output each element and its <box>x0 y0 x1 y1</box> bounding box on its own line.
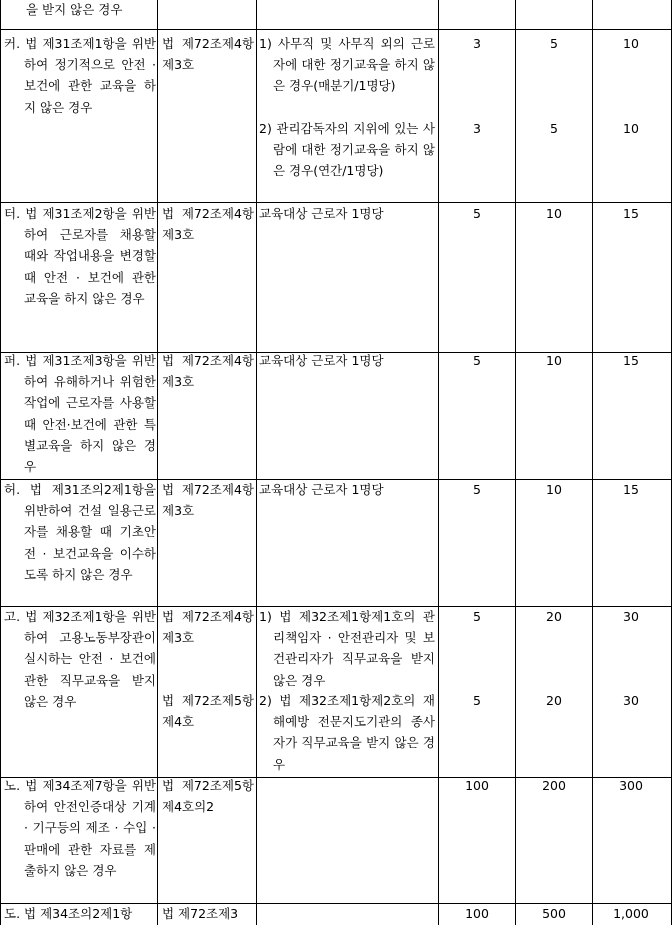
legal-basis: 법 제72조제4항제3호 <box>162 206 254 243</box>
violation-detail: 1) 법 제32조제1항제1호의 관리책임자 · 안전관리자 및 보건관리자가 직무교육을 받지 않은 경우 <box>259 609 435 688</box>
legal-basis: 법 제72조제4항제3호 <box>162 353 254 390</box>
legal-basis: 법 제72조제4항제3호 <box>162 36 254 73</box>
fine-third: 15 <box>623 482 639 497</box>
violation-detail: 교육대상 근로자 1명당 <box>259 353 384 368</box>
row-divider <box>0 29 672 30</box>
fine-first: 5 <box>473 693 481 708</box>
grid-line <box>256 0 257 925</box>
violation-detail: 2) 관리감독자의 지위에 있는 사람에 대한 정기교육을 하지 않은 경우(연간/1명당) <box>259 121 435 179</box>
legal-basis: 법 제72조제5항제4호 <box>162 693 254 730</box>
fine-first: 100 <box>465 778 489 793</box>
legal-basis: 법 제72조제4항제3호 <box>162 609 254 646</box>
legal-basis: 법 제72조제3 <box>162 906 239 921</box>
fine-first: 5 <box>473 609 481 624</box>
fine-first: 5 <box>473 353 481 368</box>
violation-detail: 2) 법 제32조제1항제2호의 재해예방 전문지도기관의 종사자가 직무교육을 받지 않은 경우 <box>259 693 435 772</box>
fine-second: 10 <box>546 353 562 368</box>
fine-third: 300 <box>619 778 643 793</box>
fine-second: 5 <box>550 121 558 136</box>
violation-item: 을 받지 않은 경우 <box>26 2 123 17</box>
fine-second: 10 <box>546 482 562 497</box>
fine-first: 3 <box>473 121 481 136</box>
grid-line <box>438 0 439 925</box>
grid-line <box>157 0 158 925</box>
violation-detail: 교육대상 근로자 1명당 <box>259 482 384 497</box>
fine-second: 20 <box>546 609 562 624</box>
fine-first: 3 <box>473 36 481 51</box>
fine-second: 200 <box>542 778 566 793</box>
fine-third: 10 <box>623 36 639 51</box>
violation-detail: 교육대상 근로자 1명당 <box>259 206 384 221</box>
grid-line <box>592 0 593 925</box>
violation-item: 커. 법 제31조제1항을 위반하여 정기적으로 안전 · 보건에 관한 교육을 하지 않은 경우 <box>4 36 156 115</box>
fine-third: 30 <box>623 693 639 708</box>
fine-second: 20 <box>546 693 562 708</box>
violation-detail: 1) 사무직 및 사무직 외의 근로자에 대한 정기교육을 하지 않은 경우(매분기/1명당) <box>259 36 435 94</box>
violation-item: 허. 법 제31조의2제1항을 위반하여 건설 일용근로자를 채용할 때 기초안전 · 보건교육을 이수하도록 하지 않은 경우 <box>4 482 156 582</box>
fine-third: 15 <box>623 206 639 221</box>
violation-item: 고. 법 제32조제1항을 위반하여 고용노동부장관이 실시하는 안전 · 보건에 관한 직무교육을 받지 않은 경우 <box>4 609 156 709</box>
fine-third: 10 <box>623 121 639 136</box>
violation-item: 터. 법 제31조제2항을 위반하여 근로자를 채용할 때와 작업내용을 변경할 때 안전 · 보건에 관한 교육을 하지 않은 경우 <box>4 206 156 306</box>
grid-line <box>515 0 516 925</box>
violation-item: 도. 법 제34조의2제1항 <box>4 906 133 921</box>
legal-basis: 법 제72조제4항제3호 <box>162 482 254 519</box>
fine-first: 100 <box>465 906 489 921</box>
fine-second: 500 <box>542 906 566 921</box>
grid-line <box>0 0 1 925</box>
legal-basis: 법 제72조제5항제4호의2 <box>162 778 254 815</box>
fine-third: 1,000 <box>613 906 649 921</box>
violation-item: 노. 법 제34조제7항을 위반하여 안전인증대상 기계 · 기구등의 제조 · 수입 · 판매에 관한 자료를 제출하지 않은 경우 <box>4 778 156 878</box>
violation-item: 퍼. 법 제31조제3항을 위반하여 유해하거나 위험한 작업에 근로자를 사용할 때 안전·보건에 관한 특별교육을 하지 않은 경우 <box>4 353 156 475</box>
fine-first: 5 <box>473 206 481 221</box>
fine-second: 10 <box>546 206 562 221</box>
fine-second: 5 <box>550 36 558 51</box>
fine-third: 15 <box>623 353 639 368</box>
fine-first: 5 <box>473 482 481 497</box>
fine-third: 30 <box>623 609 639 624</box>
